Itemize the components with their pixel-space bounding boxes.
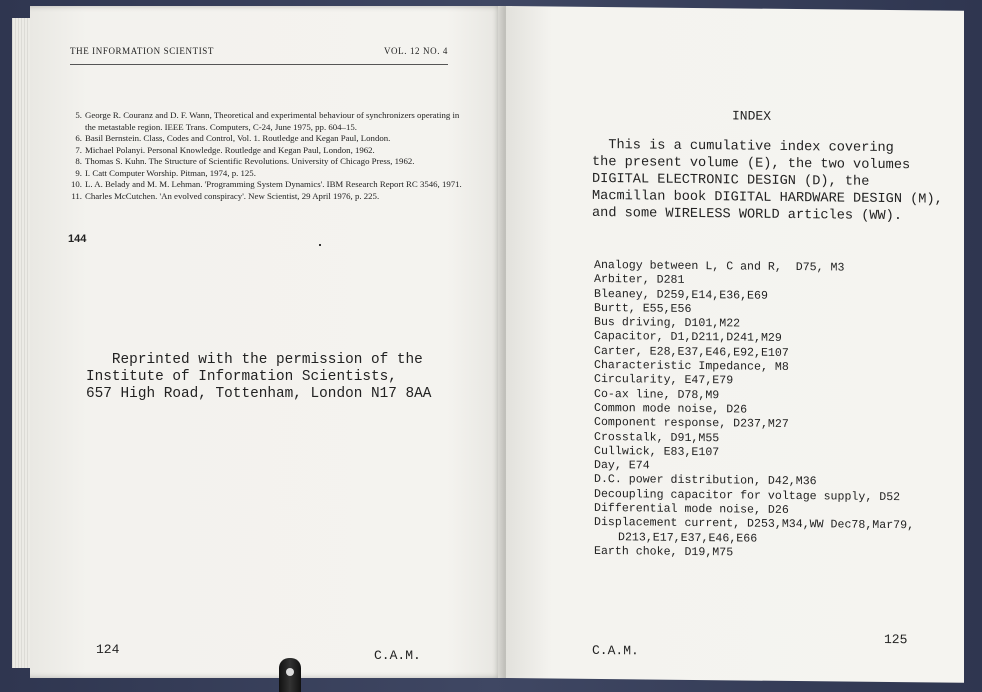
- index-entry: Carter, E28,E37,E46,E92,E107: [594, 344, 789, 360]
- index-entry: Day, E74: [594, 459, 650, 473]
- reference-number: 7.: [75, 144, 82, 155]
- reference-item: [66, 156, 466, 168]
- right-page: [506, 6, 964, 683]
- reference-item: [66, 133, 466, 145]
- index-entry: Cullwick, E83,E107: [594, 444, 720, 460]
- index-entry: Bus driving, D101,M22: [594, 316, 741, 331]
- index-entry: D213,E17,E37,E46,E66: [618, 530, 758, 546]
- index-entry: Crosstalk, D91,M55: [594, 430, 720, 445]
- reference-text: Michael Polanyi. Personal Knowledge. Routledge and Kegan Paul, London, 1962.: [85, 144, 375, 155]
- index-entry: Bleaney, D259,E14,E36,E69: [594, 287, 768, 303]
- intro-line: Macmillan book DIGITAL HARDWARE DESIGN (M),: [592, 188, 943, 208]
- running-head-volume: VOL. 12 NO. 4: [383, 46, 448, 56]
- reference-number: 6.: [75, 133, 82, 143]
- reprint-line: Institute of Information Scientists,: [86, 369, 397, 385]
- left-page-number: 124: [96, 642, 120, 657]
- reprint-notice: [86, 352, 431, 403]
- index-entry: Analogy between L, C and R, D75, M3: [594, 258, 845, 275]
- reference-item: [66, 168, 466, 180]
- index-entry: Earth choke, D19,M75: [594, 544, 734, 560]
- index-entries: [594, 259, 914, 563]
- left-initials: C.A.M.: [374, 648, 421, 663]
- intro-line: This is a cumulative index covering: [592, 137, 894, 157]
- index-entry: Co-ax line, D78,M9: [594, 387, 720, 402]
- reference-number: 10.: [71, 179, 82, 189]
- reference-text: L. A. Belady and M. M. Lehman. 'Programming System Dynamics'. IBM Research Report RC 3546, 1971.: [85, 179, 462, 189]
- reference-text: Basil Bernstein. Class, Codes and Control, Vol. 1. Routledge and Kegan Paul, London.: [85, 133, 391, 143]
- page-clip: [279, 658, 301, 692]
- intro-line: the present volume (E), the two volumes: [592, 154, 911, 174]
- left-page: [30, 6, 504, 678]
- index-entry: Burtt, E55,E56: [594, 301, 692, 316]
- reference-list: [66, 110, 466, 202]
- index-entry: Common mode noise, D26: [594, 401, 748, 417]
- running-head-title: THE INFORMATION SCIENTIST: [70, 46, 214, 56]
- right-page-number: 125: [884, 631, 908, 648]
- reference-number: 8.: [75, 156, 82, 166]
- reference-text: Thomas S. Kuhn. The Structure of Scientific Revolutions. University of Chicago Press, 1962.: [85, 156, 415, 166]
- index-entry: Arbiter, D281: [594, 273, 685, 288]
- index-entry: Capacitor, D1,D211,D241,M29: [594, 330, 782, 346]
- index-entry: Differential mode noise, D26: [594, 501, 789, 518]
- intro-line: DIGITAL ELECTRONIC DESIGN (D), the: [592, 171, 870, 190]
- ink-speck: [319, 244, 321, 246]
- index-entry: Displacement current, D253,M34,WW Dec78,Mar79,: [594, 516, 915, 533]
- index-intro: [592, 137, 943, 226]
- reference-item: [66, 191, 466, 203]
- reprint-line: 657 High Road, Tottenham, London N17 8AA: [86, 386, 432, 402]
- index-entry: Circularity, E47,E79: [594, 373, 734, 388]
- index-entry: D.C. power distribution, D42,M36: [594, 473, 817, 489]
- intro-line: and some WIRELESS WORLD articles (WW).: [592, 205, 902, 225]
- reference-number: 11.: [71, 190, 82, 201]
- reference-text: Charles McCutchen. 'An evolved conspiracy'. New Scientist, 29 April 1976, p. 225.: [85, 190, 380, 201]
- reference-item: [66, 145, 466, 157]
- reference-item: [66, 179, 466, 191]
- reference-item: [66, 110, 466, 133]
- right-initials: C.A.M.: [592, 642, 639, 659]
- reference-number: 5.: [75, 110, 82, 120]
- reference-number: 9.: [75, 167, 82, 178]
- index-title: INDEX: [732, 108, 772, 124]
- index-entry: Characteristic Impedance, M8: [594, 358, 789, 375]
- index-entry: Decoupling capacitor for voltage supply, D52: [594, 487, 901, 504]
- reference-text: George R. Couranz and D. F. Wann, Theoretical and experimental behaviour of synchronizers operating in the metastable region. IEEE Trans. Computers, C-24, June 1975, pp. 604–15.: [85, 110, 460, 132]
- header-rule: [70, 64, 448, 65]
- reference-text: I. Catt Computer Worship. Pitman, 1974, p. 125.: [85, 167, 256, 178]
- index-entry: Component response, D237,M27: [594, 416, 789, 432]
- reprint-line: Reprinted with the permission of the: [86, 352, 423, 368]
- journal-page-number: 144: [68, 233, 87, 245]
